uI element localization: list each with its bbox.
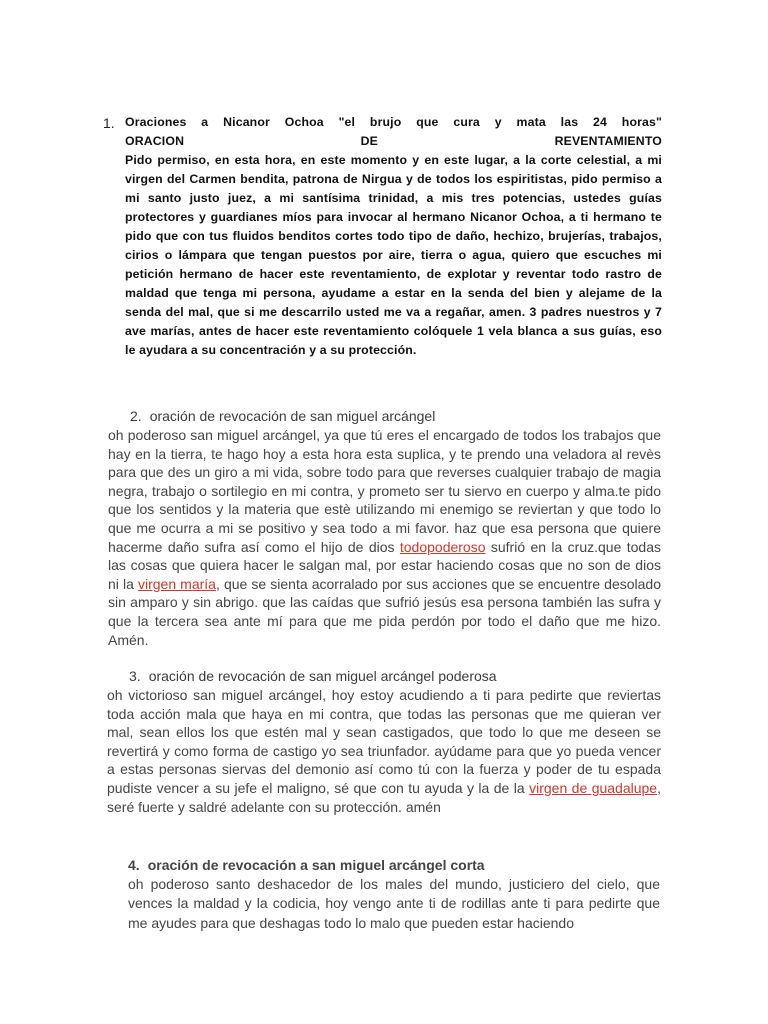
link-virgen-maria[interactable]: virgen maría <box>137 575 216 592</box>
heading-word-reventamiento: REVENTAMIENTO <box>554 134 662 148</box>
list-number: 1. <box>103 115 115 131</box>
prayer-text: Pido permiso, en esta hora, en este momento y en este lugar, a la corte celestial, a mi virgen del Carmen bendita, patrona de Nirgua y de todos los espiritistas, pido permiso a mi santo justo juez, a mi santísima trinidad, a mis tres potencias, ustedes guías protectores y guardianes míos para invocar al hermano Nicanor Ochoa, a ti hermano te pido que con tus fluidos benditos cortes todo tipo de daño, hechizo, brujerías, trabajos, cirios o lámpara que tengan puestos por aire, tierra o agua, quiero que escuches mi petición hermano de hacer este reventamiento, de explotar y reventar todo rastro de maldad que tenga mi persona, ayudame a estar en la senda del bien y alejame de la senda del mal, que si me descarrilo usted me va a regañar, amen. 3 padres nuestros y 7 ave marías, antes de hacer este reventamiento colóquele 1 vela blanca a sus guías, eso le ayudara a su concentración y a su protección. <box>125 153 662 357</box>
prayer-text-part: sufrió en la cruz.que todas las cosas que quiera hacer le salgan mal, por estar haciendo cosas que no son de dios ni la <box>108 538 661 592</box>
list-number: 4. <box>128 857 140 873</box>
heading-word-oracion: ORACION <box>125 134 185 148</box>
prayer-section-2 <box>108 406 661 649</box>
prayer-text <box>107 686 661 816</box>
prayer-text <box>108 426 661 649</box>
link-virgen-de-guadalupe[interactable]: virgen de guadalupe <box>529 779 658 796</box>
prayer-text-part: , que se sienta acorralado por sus acciones que se encuentre desolado sin amparo y sin abrigo. que las caídas que sufrió jesús esa persona también las sufra y que la tercera sea ante mí para que me pida perdón por todo el daño que me hizo. Amén. <box>108 575 661 648</box>
heading-text: oración de revocación de san miguel arcángel <box>149 408 436 424</box>
section-title: Oraciones a Nicanor Ochoa "el brujo que cura y mata las 24 horas" <box>125 115 662 129</box>
prayer-section-1-body <box>125 113 662 360</box>
section-heading <box>125 132 662 151</box>
prayer-section-4 <box>128 855 660 933</box>
prayer-text-part: oh poderoso san miguel arcángel, ya que tú eres el encargado de todos los trabajos que hay en la tierra, te hago hoy a esta hora esta suplica, y te prendo una veladora al revès para que des un giro a mi vida, sobre todo para que reverses cualquier trabajo de magia negra, trabajo o sortilegio en mi contra, y prometo ser tu siervo en cuerpo y alma.te pido que los sentidos y la materia que estè utilizando mi enemigo se reviertan y que todo lo que me ocurra a mi se positivo y sea todo a mi favor. haz que esa persona que quiere hacerme daño sufra así como el hijo de dios <box>108 427 661 555</box>
section-heading <box>130 406 661 426</box>
link-todopoderoso[interactable]: todopoderoso <box>399 538 486 555</box>
prayer-section-1 <box>100 113 662 360</box>
heading-word-de: DE <box>360 134 379 148</box>
section-heading <box>128 855 660 875</box>
prayer-text: oh poderoso santo deshacedor de los males del mundo, justiciero del cielo, que vences la maldad y la codicia, hoy vengo ante ti de rodillas ante ti para pedirte que me ayudes para que deshagas todo lo malo que pueden estar haciendo <box>128 876 660 931</box>
list-number: 3. <box>129 668 141 684</box>
prayer-section-3 <box>107 666 661 816</box>
list-number: 2. <box>130 408 142 424</box>
heading-text: oración de revocación a san miguel arcángel corta <box>147 857 485 873</box>
prayer-text-part: oh victorioso san miguel arcángel, hoy estoy acudiendo a ti para pedirte que reviertas toda acción mala que haya en mi contra, que todas las personas que me quieran ver mal, sean ellos los que estén mal y sean castigados, que todo lo que me deseen se revertirá y como forma de castigo yo sea triunfador. ayúdame para que yo pueda vencer a estas personas siervas del demonio así como tú con la fuerza y poder de tu espada pudiste vencer a su jefe el maligno, sé que con tu ayuda y la de la <box>107 687 661 796</box>
heading-text: oración de revocación de san miguel arcángel poderosa <box>148 668 497 684</box>
prayer-text-part: , seré fuerte y saldré adelante con su protección. amén <box>107 779 661 815</box>
section-heading <box>129 666 661 686</box>
